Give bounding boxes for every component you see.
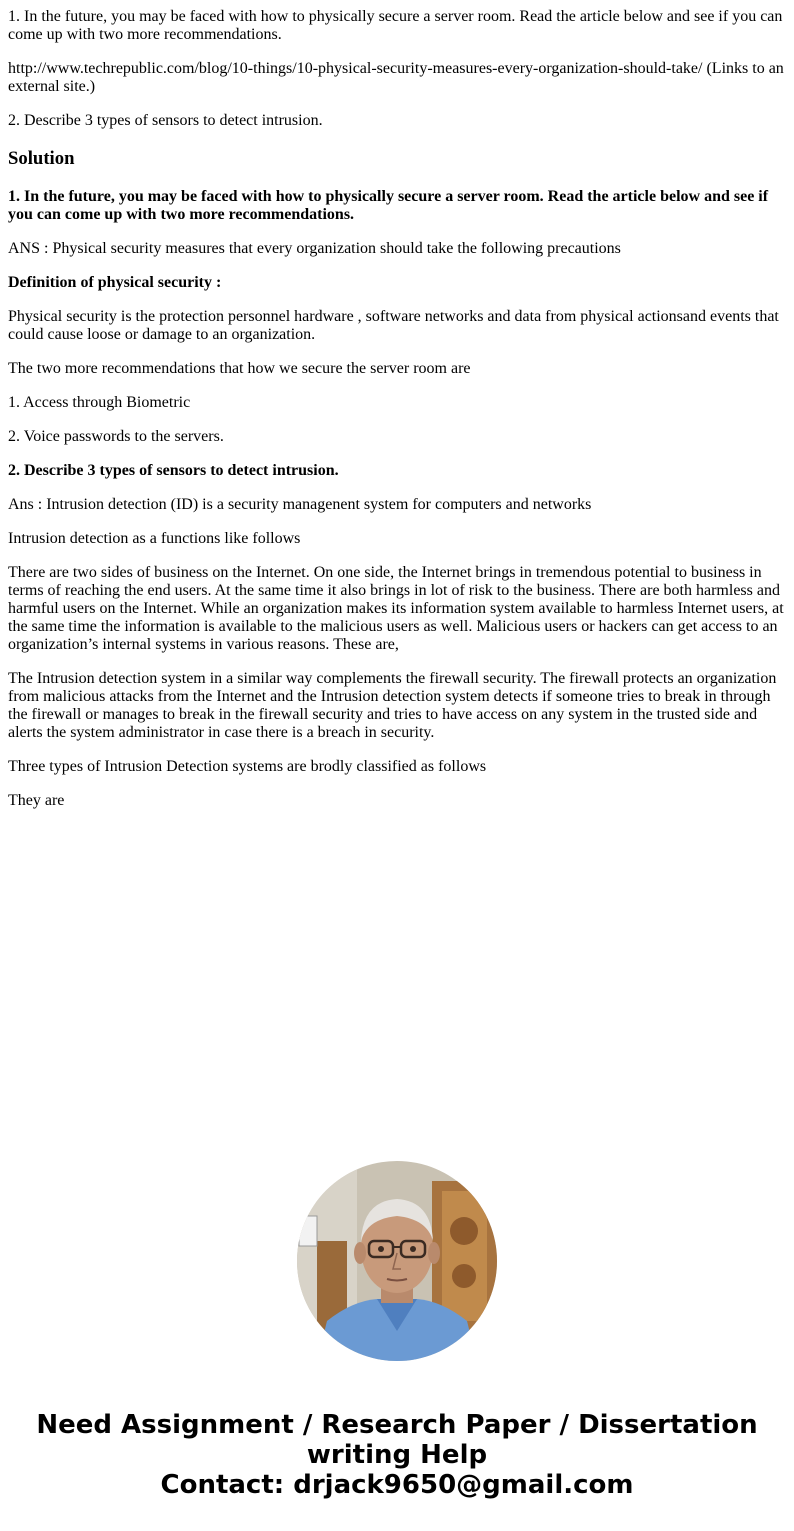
three-types-line: Three types of Intrusion Detection systems are brodly classified as follows	[8, 758, 487, 775]
they-are-line: They are	[8, 792, 65, 809]
solution-question-1: 1. In the future, you may be faced with how to physically secure a server room. Read the article below and see if you can come up with two more recommendations.	[8, 188, 769, 223]
recommendation-2: 2. Voice passwords to the servers.	[8, 428, 224, 445]
paragraph-internet-risk: There are two sides of business on the Internet. On one side, the Internet brings in tremendous potential to business in terms of reaching the end users. At the same time it also brings in lot of risk to the business. There are both harmless and harmful users on the Internet. While an organization makes its information system available to harmless Internet users, at the same time the information is available to the malicious users as well. Malicious users or hackers can get access to an organization’s internal systems in various reasons. These are,	[8, 564, 784, 653]
solution-question-2: 2. Describe 3 types of sensors to detect intrusion.	[8, 462, 339, 479]
question-1: 1. In the future, you may be faced with how to physically secure a server room. Read the article below and see if you can come up with two more recommendations.	[8, 8, 783, 43]
answer-2: Ans : Intrusion detection (ID) is a security managenent system for computers and networks	[8, 496, 592, 513]
recommendations-intro: The two more recommendations that how we secure the server room are	[8, 360, 471, 377]
avatar-portrait-image	[297, 1161, 497, 1361]
article-link-line: http://www.techrepublic.com/blog/10-things/10-physical-security-measures-every-organization-should-take/ (Links to an external site.)	[8, 60, 784, 95]
promo-line-1: Need Assignment / Research Paper / Dissertation	[36, 1410, 758, 1440]
paragraph-firewall: The Intrusion detection system in a similar way complements the firewall security. The firewall protects an organization from malicious attacks from the Internet and the Intrusion detection system detects if someone tries to break in through the firewall or manages to break in the firewall security and tries to have access on any system in the trusted side and alerts the system administrator in case there is a breach in security.	[8, 670, 777, 741]
question-2: 2. Describe 3 types of sensors to detect intrusion.	[8, 112, 323, 129]
solution-heading: Solution	[8, 148, 75, 169]
avatar	[297, 1161, 497, 1361]
definition-heading: Definition of physical security :	[8, 274, 222, 291]
recommendation-1: 1. Access through Biometric	[8, 394, 191, 411]
definition-text: Physical security is the protection personnel hardware , software networks and data from physical actionsand events that could cause loose or damage to an organization.	[8, 308, 779, 343]
promo-contact-line: Contact: drjack9650@gmail.com	[160, 1470, 634, 1500]
intrusion-detection-functions: Intrusion detection as a functions like follows	[8, 530, 301, 547]
promo-line-2: writing Help	[306, 1440, 488, 1470]
document-body	[0, 8, 794, 810]
promo-banner	[0, 1410, 794, 1500]
answer-1: ANS : Physical security measures that every organization should take the following precautions	[8, 240, 621, 257]
